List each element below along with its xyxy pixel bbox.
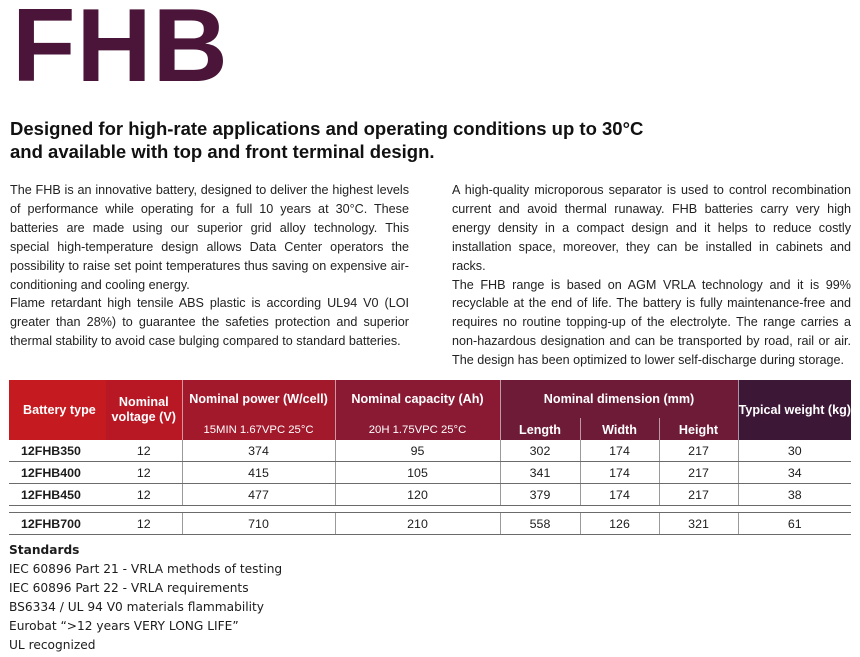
cell-width: 126 — [580, 513, 659, 535]
table-row — [9, 440, 851, 462]
cell-power: 477 — [182, 484, 335, 506]
cell-weight: 30 — [738, 440, 851, 462]
cell-power: 710 — [182, 513, 335, 535]
specifications-table — [9, 380, 851, 535]
cell-capacity: 210 — [335, 513, 500, 535]
cell-power: 374 — [182, 440, 335, 462]
header-battery-type: Battery type — [9, 380, 106, 440]
standards-item: IEC 60896 Part 21 - VRLA methods of testing — [9, 562, 283, 576]
standards-section — [9, 541, 282, 655]
standards-title: Standards — [9, 543, 80, 557]
description-paragraph: The FHB is an innovative battery, designed to deliver the highest levels of performance while operating for a full 10 years at 30°C. These batteries are made using our superior grid alloy technology. This special high-temperature design allows Data Center operators the possibility to raise set point temperatures thus saving on expensive air-conditioning and cooling energy. — [10, 183, 409, 292]
cell-voltage: 12 — [106, 440, 182, 462]
cell-battery-type: 12FHB700 — [9, 513, 106, 535]
standards-item: UL recognized — [9, 638, 96, 652]
header-typical-weight: Typical weight (kg) — [738, 380, 851, 440]
headline — [10, 117, 710, 163]
cell-capacity: 120 — [335, 484, 500, 506]
cell-width: 174 — [580, 462, 659, 484]
cell-length: 558 — [500, 513, 580, 535]
header-nominal-power-conditions: 15MIN 1.67VPC 25°C — [182, 418, 335, 440]
standards-item: Eurobat “>12 years VERY LONG LIFE” — [9, 619, 239, 633]
header-nominal-capacity-conditions: 20H 1.75VPC 25°C — [335, 418, 500, 440]
cell-voltage: 12 — [106, 462, 182, 484]
table-header — [9, 380, 851, 440]
description-paragraph: A high-quality microporous separator is used to control recombination current and avoid thermal runaway. FHB batteries carry very high energy density in a compact design and it helps to reduce costly installation space, moreover, they can be installed in cabinets and racks. — [452, 183, 851, 273]
header-nominal-capacity: Nominal capacity (Ah) — [335, 380, 500, 418]
header-nominal-dimension: Nominal dimension (mm) — [500, 380, 738, 418]
cell-width: 174 — [580, 440, 659, 462]
cell-length: 302 — [500, 440, 580, 462]
description-paragraph: Flame retardant high tensile ABS plastic is according UL94 V0 (LOI greater than 28%) to guarantee the safeties protection and superior thermal stability to avoid case bulging compared to standard batteries. — [10, 296, 409, 349]
cell-power: 415 — [182, 462, 335, 484]
cell-height: 217 — [659, 462, 738, 484]
description-paragraph: The FHB range is based on AGM VRLA technology and it is 99% recyclable at the end of life. The battery is fully maintenance-free and requires no routine topping-up of the electrolyte. The range carries a non-hazardous designation and can be transported by road, rail or air. The design has been optimized to lower self-discharge during storage. — [452, 277, 851, 368]
cell-weight: 34 — [738, 462, 851, 484]
header-nominal-power: Nominal power (W/cell) — [182, 380, 335, 418]
headline-line-2: and available with top and front terminal design. — [10, 141, 435, 162]
cell-width: 174 — [580, 484, 659, 506]
cell-voltage: 12 — [106, 513, 182, 535]
cell-height: 217 — [659, 484, 738, 506]
cell-height: 217 — [659, 440, 738, 462]
header-nominal-voltage: Nominal voltage (V) — [106, 380, 182, 440]
cell-capacity: 105 — [335, 462, 500, 484]
header-height: Height — [659, 418, 738, 440]
cell-battery-type: 12FHB350 — [9, 440, 106, 462]
description-left-column — [10, 181, 409, 351]
cell-length: 341 — [500, 462, 580, 484]
standards-item: IEC 60896 Part 22 - VRLA requirements — [9, 581, 249, 595]
header-length: Length — [500, 418, 580, 440]
table-row — [9, 484, 851, 506]
table-row-spacer — [9, 506, 851, 513]
product-logo: FHB — [12, 0, 229, 104]
cell-length: 379 — [500, 484, 580, 506]
spacer-cell — [9, 506, 851, 513]
table-row — [9, 513, 851, 535]
cell-weight: 38 — [738, 484, 851, 506]
standards-item: BS6334 / UL 94 V0 materials flammability — [9, 600, 265, 614]
cell-height: 321 — [659, 513, 738, 535]
cell-voltage: 12 — [106, 484, 182, 506]
cell-battery-type: 12FHB400 — [9, 462, 106, 484]
cell-weight: 61 — [738, 513, 851, 535]
table-row — [9, 462, 851, 484]
cell-battery-type: 12FHB450 — [9, 484, 106, 506]
headline-line-1: Designed for high-rate applications and operating conditions up to 30°C — [10, 118, 644, 139]
cell-capacity: 95 — [335, 440, 500, 462]
header-width: Width — [580, 418, 659, 440]
description-right-column — [452, 181, 851, 370]
